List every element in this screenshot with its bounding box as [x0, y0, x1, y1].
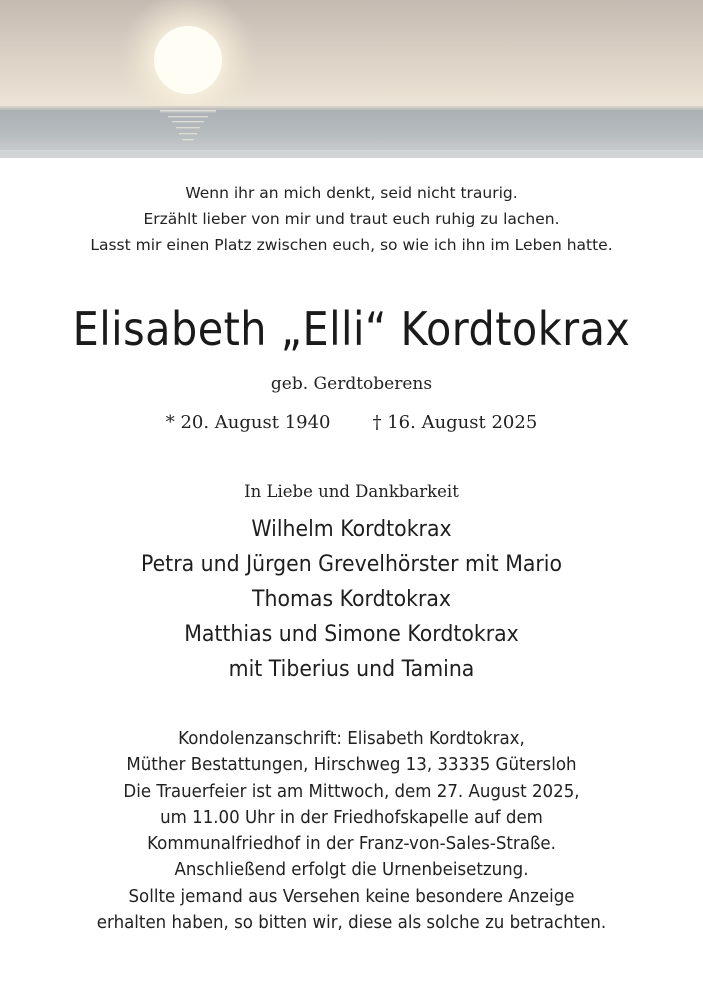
death-date: † 16. August 2025 — [372, 412, 538, 433]
funeral-details — [0, 726, 703, 936]
mourner-line: Wilhelm Kordtokrax — [251, 517, 452, 542]
deceased-name: Elisabeth „Elli“ Kordtokrax — [72, 302, 631, 356]
mourner-line: Thomas Kordtokrax — [251, 587, 452, 612]
poem-line: Lasst mir einen Platz zwischen euch, so wie ich ihn im Leben hatte. — [90, 236, 613, 254]
life-dates — [0, 410, 703, 436]
poem-line: Wenn ihr an mich denkt, seid nicht traurig. — [185, 184, 518, 202]
mourner-line: Petra und Jürgen Grevelhörster mit Mario — [140, 552, 562, 577]
condolence-address: Kondolenzanschrift: Elisabeth Kordtokrax, — [178, 729, 525, 749]
condolence-address: Müther Bestattungen, Hirschweg 13, 33335 Gütersloh — [126, 755, 577, 776]
birth-date: * 20. August 1940 — [165, 412, 331, 433]
mourner-line: mit Tiberius und Tamina — [228, 657, 475, 682]
funeral-info: um 11.00 Uhr in der Friedhofskapelle auf dem — [160, 807, 543, 828]
sun-shape — [154, 26, 222, 94]
poem-line: Erzählt lieber von mir und traut euch ruhig zu lachen. — [143, 210, 560, 228]
sunset-sea-photo — [0, 0, 703, 158]
dedication: In Liebe und Dankbarkeit — [244, 482, 459, 501]
mourners-list — [0, 512, 703, 687]
sunset-sea-image — [0, 0, 703, 158]
poem — [0, 180, 703, 258]
birth-name: geb. Gerdtoberens — [270, 374, 433, 394]
notice-text: Sollte jemand aus Versehen keine besondere Anzeige — [128, 886, 575, 907]
funeral-info: Anschließend erfolgt die Urnenbeisetzung. — [174, 860, 529, 881]
notice-text: erhalten haben, so bitten wir, diese als solche zu betrachten. — [96, 913, 607, 934]
funeral-info: Kommunalfriedhof in der Franz-von-Sales-Straße. — [147, 834, 556, 855]
mourner-line: Matthias und Simone Kordtokrax — [184, 622, 519, 647]
funeral-info: Die Trauerfeier ist am Mittwoch, dem 27. August 2025, — [123, 781, 580, 802]
